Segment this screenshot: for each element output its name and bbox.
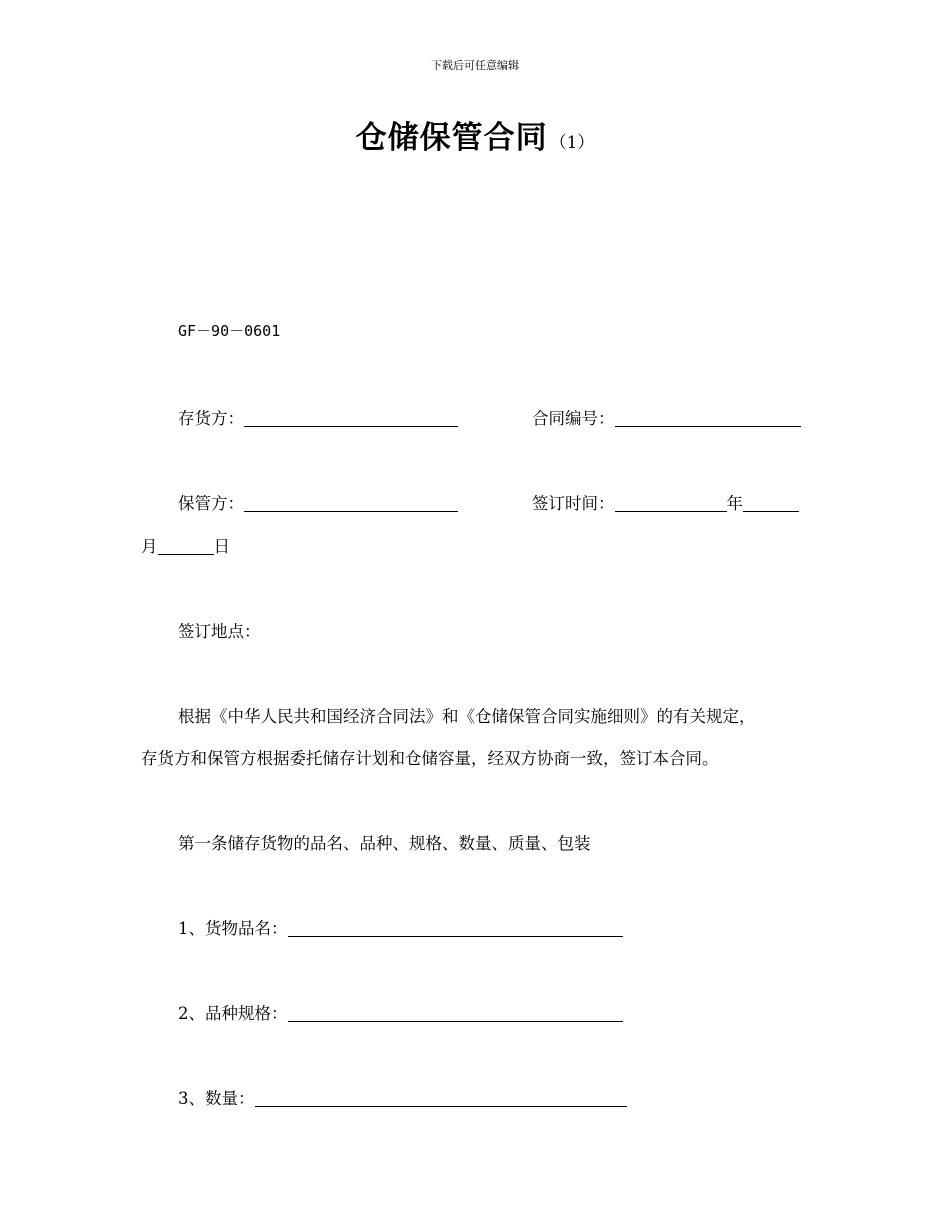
- item-goods-name: [178, 915, 623, 939]
- year-blank: [615, 495, 727, 512]
- title-main: 仓储保管合同: [355, 120, 548, 156]
- year-char: 年: [726, 494, 743, 513]
- contract-no-blank: [615, 410, 801, 427]
- sign-place-line: [178, 618, 261, 642]
- contract-code: GF－90－0601: [178, 322, 281, 340]
- title-suffix: （1）: [549, 133, 595, 153]
- goods-name-blank: [288, 920, 623, 937]
- depositor-label: 存货方：: [178, 409, 244, 428]
- quantity-blank: [255, 1090, 627, 1107]
- preamble-line-1: 根据《中华人民共和国经济合同法》和《仓储保管合同实施细则》的有关规定，: [178, 707, 756, 726]
- sign-place-label: 签订地点：: [178, 622, 261, 641]
- item-goods-name-label: 1、货物品名：: [178, 919, 288, 938]
- article-1-heading: 第一条储存货物的品名、品种、规格、数量、质量、包装: [178, 834, 591, 853]
- custodian-blank: [244, 495, 458, 512]
- depositor-blank: [244, 410, 458, 427]
- month-char: 月: [141, 537, 158, 556]
- day-char: 日: [213, 537, 230, 556]
- variety-spec-blank: [288, 1005, 623, 1022]
- contract-no-label: 合同编号：: [532, 409, 615, 428]
- day-blank: [158, 538, 214, 555]
- custodian-label: 保管方：: [178, 494, 244, 513]
- item-variety-spec-label: 2、品种规格：: [178, 1004, 288, 1023]
- month-blank: [743, 495, 799, 512]
- item-variety-spec: [178, 1000, 623, 1024]
- document-title: [0, 112, 950, 157]
- contract-no-line: [532, 405, 801, 429]
- preamble-line-2: 存货方和保管方根据委托储存计划和仓储容量，经双方协商一致，签订本合同。: [141, 749, 719, 768]
- item-quantity: [178, 1085, 627, 1109]
- sign-time-label: 签订时间：: [532, 494, 615, 513]
- sign-time-line: [532, 490, 799, 514]
- date-continuation: [141, 533, 230, 557]
- header-note: 下载后可任意编辑: [431, 59, 519, 72]
- depositor-line: [178, 405, 458, 429]
- custodian-line: [178, 490, 458, 514]
- item-quantity-label: 3、数量：: [178, 1089, 255, 1108]
